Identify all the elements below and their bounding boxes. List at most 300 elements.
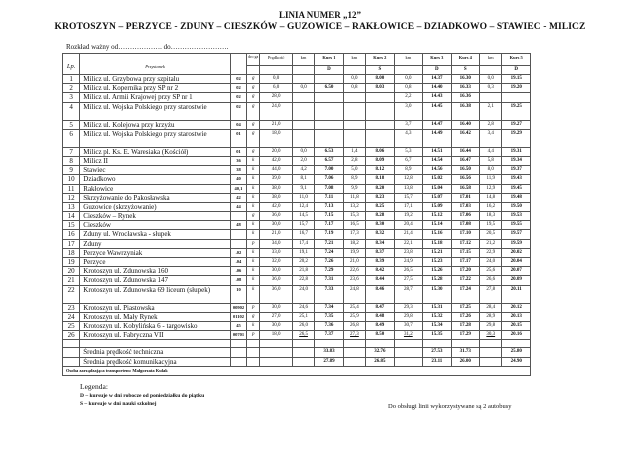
km-kurs2 bbox=[343, 102, 365, 120]
time-kurs3: 14.47 bbox=[423, 120, 451, 129]
time-kurs3: 15.23 bbox=[423, 258, 451, 267]
km-kurs3: 12,8 bbox=[394, 175, 422, 184]
time-kurs2 bbox=[366, 120, 394, 129]
summary-kurs4: 26.00 bbox=[451, 357, 479, 366]
time-kurs1: 6.57 bbox=[315, 156, 343, 165]
time-kurs2: 8.32 bbox=[366, 230, 394, 239]
time-kurs2: 8.20 bbox=[366, 184, 394, 193]
time-kurs5: 19.29 bbox=[502, 129, 531, 147]
km-kurs1 bbox=[292, 75, 314, 84]
blank-cell bbox=[63, 340, 80, 348]
stop-code: 42 bbox=[230, 193, 246, 202]
km-kurs2: 0,0 bbox=[343, 75, 365, 84]
road-type: g bbox=[247, 212, 260, 221]
stop-code: 00701 bbox=[230, 331, 246, 340]
road-type: p bbox=[247, 331, 260, 340]
stop-name: Milicz ul. Kolejowa przy krzyżu bbox=[80, 120, 231, 129]
km-kurs1: 11,0 bbox=[292, 193, 314, 202]
stop-code: 00902 bbox=[230, 303, 246, 312]
row-number: 3 bbox=[63, 93, 80, 102]
row-number: 6 bbox=[63, 129, 80, 147]
blank-cell bbox=[80, 340, 231, 348]
table-row bbox=[63, 120, 531, 129]
row-number: 19 bbox=[63, 258, 80, 267]
km-kurs1: 0,0 bbox=[292, 147, 314, 156]
km-kurs3: 24,9 bbox=[394, 258, 422, 267]
km-kurs3: 30,7 bbox=[394, 321, 422, 330]
header-cell bbox=[292, 66, 314, 75]
km-kurs5: 8,0 bbox=[480, 166, 502, 175]
time-kurs5: 19.55 bbox=[502, 221, 531, 230]
time-kurs5: 20.04 bbox=[502, 258, 531, 267]
stop-name: Perzyce Wawrzyniak bbox=[80, 248, 231, 257]
table-row bbox=[63, 175, 531, 184]
km-kurs3: 29,3 bbox=[394, 303, 422, 312]
time-kurs1: 7.33 bbox=[315, 285, 343, 303]
km-kurs5: 16,2 bbox=[480, 202, 502, 211]
stop-code: 04 bbox=[230, 120, 246, 129]
table-row bbox=[63, 129, 531, 147]
time-kurs3: 14.54 bbox=[423, 156, 451, 165]
km-kurs3: 6,7 bbox=[394, 156, 422, 165]
time-kurs4: 17.22 bbox=[451, 276, 479, 285]
km-kurs3: 20,4 bbox=[394, 221, 422, 230]
km-kurs5: 5,8 bbox=[480, 156, 502, 165]
time-kurs2: 8.50 bbox=[366, 331, 394, 340]
road-type: k bbox=[247, 193, 260, 202]
time-kurs2: 8.25 bbox=[366, 202, 394, 211]
speed: 24,0 bbox=[260, 102, 293, 120]
table-row bbox=[63, 221, 531, 230]
km-kurs3: 21,4 bbox=[394, 230, 422, 239]
km-kurs5: 11,9 bbox=[480, 175, 502, 184]
time-kurs2: 8.23 bbox=[366, 193, 394, 202]
speed: 21,0 bbox=[260, 230, 293, 239]
km-kurs1: 26,5 bbox=[292, 331, 314, 340]
km-kurs2: 5,0 bbox=[343, 166, 365, 175]
speed: 36,0 bbox=[260, 276, 293, 285]
km-kurs3: 26,5 bbox=[394, 267, 422, 276]
road-type: g bbox=[247, 147, 260, 156]
legend-item-s: S – kursuje w dni nauki szkolnej bbox=[80, 401, 157, 407]
km-kurs1: 24,6 bbox=[292, 303, 314, 312]
road-type: k bbox=[247, 276, 260, 285]
time-kurs3: 15.32 bbox=[423, 312, 451, 321]
header-cell bbox=[247, 66, 260, 75]
time-kurs3: 15.18 bbox=[423, 239, 451, 248]
road-type: k bbox=[247, 166, 260, 175]
km-kurs3: 2,2 bbox=[394, 93, 422, 102]
stop-name: Guzowice (skrzyżowanie) bbox=[80, 202, 231, 211]
legend-title: Legenda: bbox=[80, 382, 108, 391]
time-kurs5 bbox=[502, 93, 531, 102]
time-kurs4: 16.33 bbox=[451, 84, 479, 93]
time-kurs1 bbox=[315, 102, 343, 120]
km-kurs3: 0,0 bbox=[394, 75, 422, 84]
time-kurs2: 8.09 bbox=[366, 156, 394, 165]
time-kurs5: 19.43 bbox=[502, 175, 531, 184]
speed: 28,0 bbox=[260, 93, 293, 102]
stop-code bbox=[230, 239, 246, 248]
stop-name: Milicz II bbox=[80, 156, 231, 165]
header-lp: Lp. bbox=[66, 63, 76, 70]
km-kurs2 bbox=[343, 120, 365, 129]
summary-kurs1: 33.83 bbox=[315, 348, 343, 357]
km-kurs2: 24,8 bbox=[343, 285, 365, 303]
blank-cell bbox=[292, 340, 314, 348]
km-kurs1: 20,2 bbox=[292, 258, 314, 267]
table-row bbox=[63, 84, 531, 93]
time-kurs4: 17.28 bbox=[451, 321, 479, 330]
km-kurs5: 24,0 bbox=[480, 258, 502, 267]
blank-cell bbox=[480, 348, 502, 357]
time-kurs4: 16.56 bbox=[451, 175, 479, 184]
row-number: 18 bbox=[63, 248, 80, 257]
km-kurs2: 25,4 bbox=[343, 303, 365, 312]
blank-cell bbox=[63, 348, 80, 357]
blank-cell bbox=[451, 340, 479, 348]
km-kurs5: 20,5 bbox=[480, 230, 502, 239]
road-type: k bbox=[247, 285, 260, 303]
summary-kurs1: 27.89 bbox=[315, 357, 343, 366]
row-number: 4 bbox=[63, 102, 80, 120]
time-kurs4: 17.03 bbox=[451, 202, 479, 211]
table-row bbox=[63, 102, 531, 120]
time-kurs2 bbox=[366, 93, 394, 102]
table-row bbox=[63, 166, 531, 175]
stop-name: Milicz ul. Wojska Polskiego przy starostwie bbox=[80, 129, 231, 147]
blank-cell bbox=[480, 357, 502, 366]
time-kurs3: 14.37 bbox=[423, 75, 451, 84]
stop-name: Milicz pl. Ks. E. Waresiaka (Kościół) bbox=[80, 147, 231, 156]
stop-name: Stawiec bbox=[80, 166, 231, 175]
time-kurs5: 20.15 bbox=[502, 321, 531, 330]
stop-name: Cieszków bbox=[80, 221, 231, 230]
km-kurs3: 31,2 bbox=[394, 331, 422, 340]
header-cell bbox=[63, 54, 80, 75]
time-kurs1: 7.24 bbox=[315, 248, 343, 257]
stop-name: Krotoszyn ul. Piastowska bbox=[80, 303, 231, 312]
speed: 36,0 bbox=[260, 285, 293, 303]
time-kurs5: 19.15 bbox=[502, 75, 531, 84]
speed: 30,0 bbox=[260, 321, 293, 330]
time-kurs1 bbox=[315, 129, 343, 147]
table-row bbox=[63, 156, 531, 165]
row-number: 24 bbox=[63, 312, 80, 321]
km-kurs2: 23,6 bbox=[343, 276, 365, 285]
km-kurs3: 29,8 bbox=[394, 312, 422, 321]
km-kurs5: 25,6 bbox=[480, 267, 502, 276]
time-kurs1: 7.37 bbox=[315, 331, 343, 340]
time-kurs3: 15.14 bbox=[423, 221, 451, 230]
stop-code: 02 bbox=[230, 75, 246, 84]
stop-name: Krotoszyn ul. Zdunowska 160 bbox=[80, 267, 231, 276]
summary-kurs2: 32.76 bbox=[366, 348, 394, 357]
time-kurs5: 19.27 bbox=[502, 120, 531, 129]
stop-name: Zduny bbox=[80, 239, 231, 248]
stop-code bbox=[230, 212, 246, 221]
time-kurs3: 15.12 bbox=[423, 212, 451, 221]
km-kurs3: 23,8 bbox=[394, 248, 422, 257]
time-kurs4: 17.17 bbox=[451, 258, 479, 267]
table-row bbox=[63, 267, 531, 276]
speed: 27,0 bbox=[260, 312, 293, 321]
time-kurs3: 15.16 bbox=[423, 230, 451, 239]
row-number: 23 bbox=[63, 303, 80, 312]
time-kurs3: 15.31 bbox=[423, 303, 451, 312]
time-kurs4: 17.26 bbox=[451, 312, 479, 321]
speed: 18,0 bbox=[260, 129, 293, 147]
stop-code bbox=[230, 230, 246, 239]
km-kurs3: 17,1 bbox=[394, 202, 422, 211]
km-kurs2: 11,8 bbox=[343, 193, 365, 202]
header-kurs3: Kurs 3 bbox=[423, 54, 451, 66]
header-kurs5: Kurs 5 bbox=[502, 54, 531, 66]
stop-code: 40 bbox=[230, 175, 246, 184]
time-kurs2 bbox=[366, 102, 394, 120]
time-kurs5: 19.20 bbox=[502, 84, 531, 93]
row-number: 17 bbox=[63, 239, 80, 248]
speed: 32,0 bbox=[260, 258, 293, 267]
time-kurs1: 7.06 bbox=[315, 175, 343, 184]
speed: 30,0 bbox=[260, 267, 293, 276]
stop-name: Krotoszyn ul. Kobylińska 6 - targowisko bbox=[80, 321, 231, 330]
stop-code: 02 bbox=[230, 102, 246, 120]
km-kurs5: 21,2 bbox=[480, 239, 502, 248]
km-kurs5: 14,8 bbox=[480, 193, 502, 202]
row-number: 22 bbox=[63, 285, 80, 303]
blank-cell bbox=[343, 340, 365, 348]
time-kurs1: 7.15 bbox=[315, 212, 343, 221]
time-kurs3: 14.43 bbox=[423, 93, 451, 102]
speed: 33,0 bbox=[260, 248, 293, 257]
km-kurs2: 15,3 bbox=[343, 212, 365, 221]
row-number: 10 bbox=[63, 175, 80, 184]
summary-label: Średnia prędkość komunikacyjna bbox=[80, 357, 231, 366]
time-kurs3: 14.40 bbox=[423, 84, 451, 93]
time-kurs4: 17.01 bbox=[451, 193, 479, 202]
table-row bbox=[63, 212, 531, 221]
table-row bbox=[63, 184, 531, 193]
time-kurs2: 8.39 bbox=[366, 258, 394, 267]
header-cell bbox=[80, 54, 231, 75]
km-kurs1 bbox=[292, 102, 314, 120]
road-type: g bbox=[247, 75, 260, 84]
road-type: k bbox=[247, 258, 260, 267]
time-kurs2: 8.42 bbox=[366, 267, 394, 276]
row-number: 12 bbox=[63, 193, 80, 202]
road-type: k bbox=[247, 175, 260, 184]
km-kurs2: 26,8 bbox=[343, 321, 365, 330]
row-number: 1 bbox=[63, 75, 80, 84]
commercial-speed-row bbox=[63, 357, 531, 366]
road-type: k bbox=[247, 230, 260, 239]
time-kurs3: 15.21 bbox=[423, 248, 451, 257]
summary-kurs5: 24.90 bbox=[502, 357, 531, 366]
time-kurs5: 19.50 bbox=[502, 202, 531, 211]
km-kurs1: 17,4 bbox=[292, 239, 314, 248]
summary-kurs4: 31.73 bbox=[451, 348, 479, 357]
km-kurs5: 28,9 bbox=[480, 312, 502, 321]
table-row bbox=[63, 193, 531, 202]
header-kurs4: Kurs 4 bbox=[451, 54, 479, 66]
km-kurs2: 9,9 bbox=[343, 184, 365, 193]
km-kurs2: 2,8 bbox=[343, 156, 365, 165]
time-kurs3: 15.35 bbox=[423, 331, 451, 340]
time-kurs2: 8.37 bbox=[366, 248, 394, 257]
time-kurs2: 8.49 bbox=[366, 321, 394, 330]
road-type: g bbox=[247, 102, 260, 120]
time-kurs4: 16.36 bbox=[451, 93, 479, 102]
row-number: 15 bbox=[63, 221, 80, 230]
km-kurs5: 12,9 bbox=[480, 184, 502, 193]
blank-cell bbox=[315, 340, 343, 348]
time-kurs4: 16.47 bbox=[451, 156, 479, 165]
stop-code: .08 bbox=[230, 276, 246, 285]
stop-code: 02 bbox=[230, 84, 246, 93]
speed: 0,0 bbox=[260, 75, 293, 84]
time-kurs2 bbox=[366, 129, 394, 147]
speed: 42,0 bbox=[260, 156, 293, 165]
km-kurs2: 16,5 bbox=[343, 221, 365, 230]
km-kurs5 bbox=[480, 93, 502, 102]
table-row bbox=[63, 285, 531, 303]
stop-code: .02 bbox=[230, 248, 246, 257]
time-kurs4: 17.10 bbox=[451, 230, 479, 239]
km-kurs3: 27,5 bbox=[394, 276, 422, 285]
time-kurs4: 17.08 bbox=[451, 221, 479, 230]
stop-name: Milicz ul. Kopernika przy SP nr 2 bbox=[80, 84, 231, 93]
speed: 42,0 bbox=[260, 202, 293, 211]
road-type: k bbox=[247, 248, 260, 257]
summary-kurs2: 26.85 bbox=[366, 357, 394, 366]
line-title: LINIA NUMER „12” bbox=[278, 10, 361, 20]
time-kurs4: 17.12 bbox=[451, 239, 479, 248]
time-kurs5: 19.48 bbox=[502, 193, 531, 202]
summary-label: Średnia prędkość techniczna bbox=[80, 348, 231, 357]
km-kurs1: 9,1 bbox=[292, 184, 314, 193]
time-kurs2: 8.28 bbox=[366, 212, 394, 221]
operator-text: Osoba zarządzająca transportem: Małgorzata Kulak bbox=[63, 366, 531, 375]
blank-cell bbox=[292, 348, 314, 357]
kurs3-type: D bbox=[423, 66, 451, 75]
km-kurs5: 30,3 bbox=[480, 331, 502, 340]
header-km: km bbox=[343, 54, 365, 66]
time-kurs1: 7.36 bbox=[315, 321, 343, 330]
time-kurs3: 15.04 bbox=[423, 184, 451, 193]
table-row bbox=[63, 93, 531, 102]
km-kurs2: 18,2 bbox=[343, 239, 365, 248]
legend bbox=[80, 382, 204, 408]
time-kurs1: 7.08 bbox=[315, 184, 343, 193]
time-kurs2: 8.12 bbox=[366, 166, 394, 175]
table-row bbox=[63, 312, 531, 321]
time-kurs2: 8.44 bbox=[366, 276, 394, 285]
stop-code: 48 bbox=[230, 221, 246, 230]
km-kurs1: 19,1 bbox=[292, 248, 314, 257]
time-kurs3: 14.45 bbox=[423, 102, 451, 120]
km-kurs1: 22,8 bbox=[292, 276, 314, 285]
stop-code: 01 bbox=[230, 129, 246, 147]
speed: 18,0 bbox=[260, 331, 293, 340]
speed: 30,0 bbox=[260, 303, 293, 312]
speed: 36,0 bbox=[260, 212, 293, 221]
row-number: 26 bbox=[63, 331, 80, 340]
km-kurs3: 13,8 bbox=[394, 184, 422, 193]
stop-name: Milicz ul. Grzybowa przy szpitalu bbox=[80, 75, 231, 84]
header-cell bbox=[394, 66, 422, 75]
time-kurs1 bbox=[315, 120, 343, 129]
time-kurs2: 8.46 bbox=[366, 285, 394, 303]
row-number: 8 bbox=[63, 156, 80, 165]
time-kurs4: 17.20 bbox=[451, 267, 479, 276]
time-kurs4: 17.15 bbox=[451, 248, 479, 257]
road-type: g bbox=[247, 93, 260, 102]
stop-name: Krotoszyn ul. Zdunowska 147 bbox=[80, 276, 231, 285]
km-kurs1: 0,0 bbox=[292, 84, 314, 93]
time-kurs4: 16.42 bbox=[451, 129, 479, 147]
speed: 34,0 bbox=[260, 239, 293, 248]
time-kurs4: 16.38 bbox=[451, 102, 479, 120]
time-kurs2: 8.48 bbox=[366, 312, 394, 321]
header-km: km bbox=[480, 54, 502, 66]
blank-cell bbox=[63, 357, 80, 366]
time-kurs1 bbox=[315, 75, 343, 84]
time-kurs5: 19.45 bbox=[502, 184, 531, 193]
time-kurs3: 14.56 bbox=[423, 166, 451, 175]
km-kurs3: 8,9 bbox=[394, 166, 422, 175]
stop-code: 45 bbox=[230, 321, 246, 330]
km-kurs3: 3,7 bbox=[394, 120, 422, 129]
speed: 39,0 bbox=[260, 175, 293, 184]
km-kurs1 bbox=[292, 120, 314, 129]
summary-kurs5: 25.80 bbox=[502, 348, 531, 357]
speed: 6,0 bbox=[260, 84, 293, 93]
table-row bbox=[63, 321, 531, 330]
time-kurs2: 8.18 bbox=[366, 175, 394, 184]
km-kurs5: 2,1 bbox=[480, 102, 502, 120]
stop-name: Rakłowice bbox=[80, 184, 231, 193]
km-kurs2 bbox=[343, 93, 365, 102]
row-number: 25 bbox=[63, 321, 80, 330]
time-kurs4: 17.24 bbox=[451, 285, 479, 303]
km-kurs5: 28,4 bbox=[480, 303, 502, 312]
km-kurs5: 4,4 bbox=[480, 147, 502, 156]
stop-code: .04 bbox=[230, 258, 246, 267]
speed: 21,0 bbox=[260, 120, 293, 129]
stop-name: Cieszków – Rynek bbox=[80, 212, 231, 221]
kurs5-type: D bbox=[502, 66, 531, 75]
blank-cell bbox=[343, 357, 365, 366]
time-kurs4: 16.50 bbox=[451, 166, 479, 175]
road-type: k bbox=[247, 267, 260, 276]
road-type: p bbox=[247, 303, 260, 312]
stop-code: .06 bbox=[230, 267, 246, 276]
time-kurs5: 19.37 bbox=[502, 166, 531, 175]
km-kurs2: 27,3 bbox=[343, 331, 365, 340]
time-kurs1: 7.35 bbox=[315, 312, 343, 321]
row-number: 9 bbox=[63, 166, 80, 175]
stop-name: Krotoszyn ul. Zdunowska 69 liceum (słupek) bbox=[80, 285, 231, 303]
speed: 44,0 bbox=[260, 166, 293, 175]
speed: 38,0 bbox=[260, 193, 293, 202]
stop-name: Milicz ul. Armii Krajowej przy SP nr 1 bbox=[80, 93, 231, 102]
time-kurs3: 14.51 bbox=[423, 147, 451, 156]
km-kurs3: 5,3 bbox=[394, 147, 422, 156]
km-kurs1 bbox=[292, 129, 314, 147]
time-kurs4: 16.58 bbox=[451, 184, 479, 193]
row-number: 13 bbox=[63, 202, 80, 211]
